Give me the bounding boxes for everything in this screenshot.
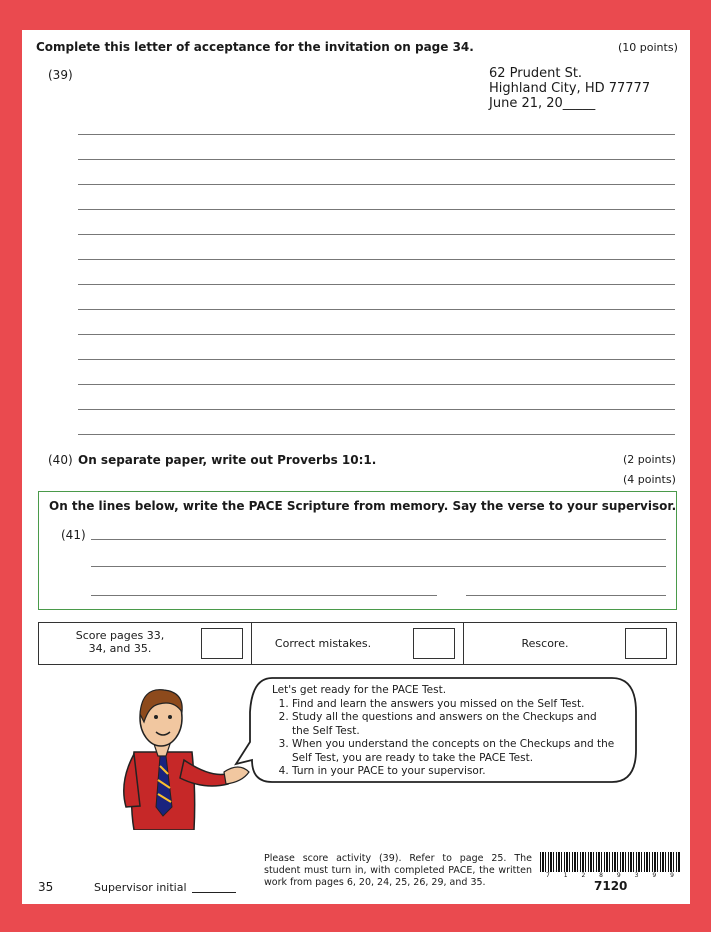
question-41-number: (41) — [61, 528, 86, 542]
rescore-checkbox[interactable] — [625, 628, 667, 659]
bubble-item: 4. Turn in your PACE to your supervisor. — [292, 765, 617, 779]
score-pages-label: Score pages 33, 34, and 35. — [75, 629, 165, 655]
return-address — [489, 66, 650, 111]
letter-instruction: Complete this letter of acceptance for the invitation on page 34. — [36, 40, 474, 54]
scripture-line-reference[interactable] — [466, 595, 666, 596]
question-40-text: On separate paper, write out Proverbs 10:1. — [78, 453, 377, 467]
scripture-line[interactable] — [91, 595, 437, 596]
scripture-box — [38, 491, 677, 610]
writing-line[interactable] — [78, 209, 675, 210]
scoring-note: Please score activity (39). Refer to page 25. The student must turn in, with completed PACE, the written work from pages 6, 20, 24, 25, 26, 29, and 35. — [264, 853, 532, 888]
writing-line[interactable] — [78, 359, 675, 360]
address-street: 62 Prudent St. — [489, 66, 583, 81]
bubble-item: 1. Find and learn the answers you missed on the Self Test. — [292, 698, 617, 712]
question-41-points: (4 points) — [623, 473, 676, 486]
bubble-list — [272, 698, 617, 779]
scripture-line[interactable] — [91, 539, 666, 540]
correct-cell — [251, 623, 464, 664]
rescore-label: Rescore. — [521, 637, 569, 650]
letter-points: (10 points) — [618, 41, 678, 54]
bubble-item: 2. Study all the questions and answers on the Checkups and the Self Test. — [292, 711, 617, 738]
question-40-points: (2 points) — [623, 453, 676, 466]
scripture-line[interactable] — [91, 566, 666, 567]
writing-line[interactable] — [78, 259, 675, 260]
writing-line[interactable] — [78, 284, 675, 285]
page-number: 35 — [38, 880, 54, 894]
letter-date: June 21, 20_____ — [489, 96, 596, 111]
writing-line[interactable] — [78, 134, 675, 135]
writing-line[interactable] — [78, 334, 675, 335]
pace-code: 7120 — [594, 879, 628, 893]
address-city: Highland City, HD 77777 — [489, 81, 651, 96]
score-checkbox[interactable] — [201, 628, 243, 659]
correct-mistakes-label: Correct mistakes. — [274, 637, 372, 650]
bubble-item: 3. When you understand the concepts on the Checkups and the Self Test, you are ready to take the PACE Test. — [292, 738, 617, 765]
bubble-intro: Let's get ready for the PACE Test. — [272, 684, 447, 696]
barcode — [540, 852, 680, 872]
writing-line[interactable] — [78, 409, 675, 410]
supervisor-initial-label: Supervisor initial — [94, 881, 187, 894]
writing-line[interactable] — [78, 434, 675, 435]
bubble-text — [272, 684, 617, 779]
writing-line[interactable] — [78, 309, 675, 310]
writing-line[interactable] — [78, 184, 675, 185]
question-39-number: (39) — [48, 68, 73, 82]
writing-line[interactable] — [78, 159, 675, 160]
writing-line[interactable] — [78, 384, 675, 385]
worksheet-page — [22, 30, 690, 904]
score-cell — [39, 623, 252, 664]
correct-checkbox[interactable] — [413, 628, 455, 659]
writing-line[interactable] — [78, 234, 675, 235]
barcode-digits: 7 1 2 8 9 3 9 9 — [546, 872, 680, 879]
score-row — [38, 622, 677, 665]
question-40-number: (40) — [48, 453, 73, 467]
scripture-instruction: On the lines below, write the PACE Scripture from memory. Say the verse to your supervisor. — [49, 499, 677, 513]
rescore-cell — [463, 623, 675, 664]
supervisor-initial-line[interactable] — [192, 892, 236, 893]
